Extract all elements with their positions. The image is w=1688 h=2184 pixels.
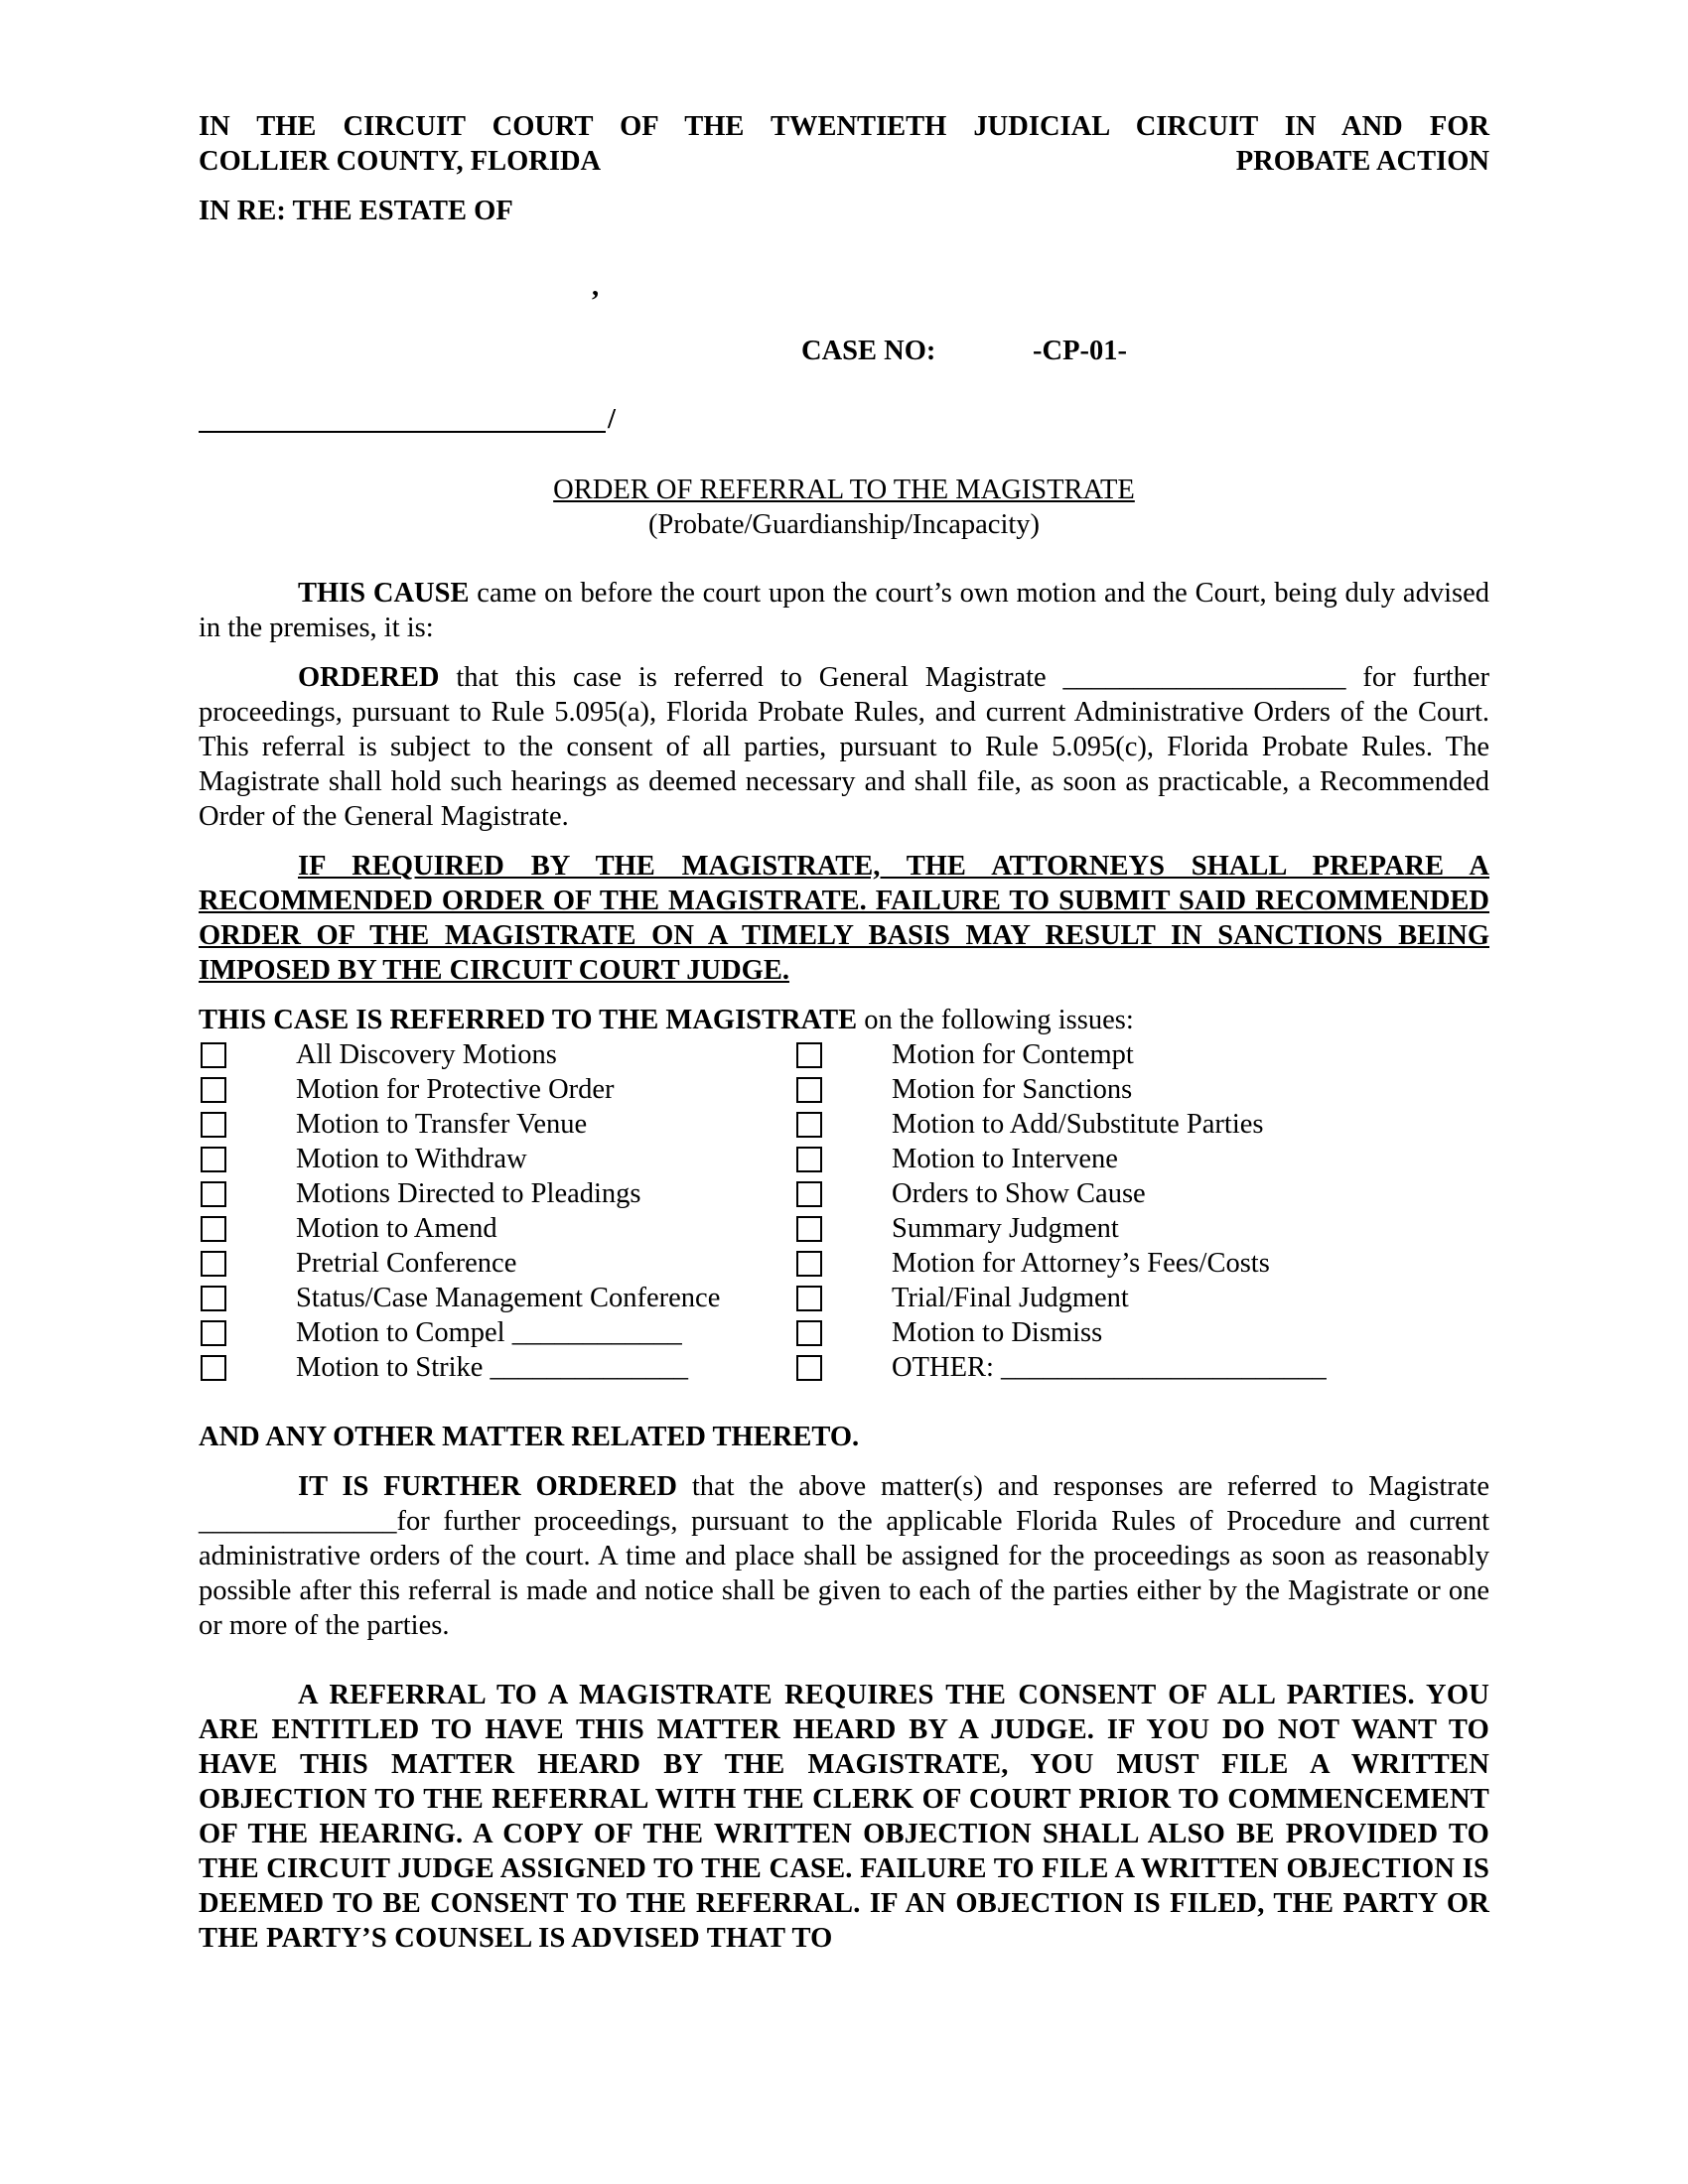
checklist-item[interactable] [794,1107,1390,1142]
checklist-label: Motion for Contempt [892,1039,1134,1070]
paragraph-ordered [199,660,1489,834]
checklist-item[interactable] [199,1107,794,1142]
checklist-item[interactable] [199,1176,794,1211]
checklist-item[interactable] [794,1142,1390,1176]
checkbox[interactable] [201,1320,226,1346]
checkbox[interactable] [201,1077,226,1103]
checklist-item[interactable] [794,1211,1390,1246]
checklist-label: Motion to Add/Substitute Parties [892,1109,1264,1140]
checklist-item[interactable] [199,1350,794,1385]
this-cause-text: came on before the court upon the court’s own motion and the Court, being duly advised in the premises, it is: [199,578,1489,643]
checkbox[interactable] [796,1077,822,1103]
issues-heading-tail: on the following issues: [857,1005,1134,1035]
checkbox[interactable] [201,1147,226,1172]
action-type: PROBATE ACTION [1235,146,1489,177]
checklist-label: Pretrial Conference [296,1248,517,1279]
checkbox[interactable] [201,1251,226,1277]
ordered-text-b: for further proceedings, pursuant to Rule 5.095(a), Florida Probate Rules, and current Administrative Orders of the Court. This referral is subject to the consent of all parties, pursuant to Rule 5.095(c), Florida Probate Rules. The Magistrate shall hold such hearings as deemed necessary and shall file, as soon as practicable, a Recommended Order of the General Magistrate. [199,662,1490,832]
checklist-item[interactable] [199,1142,794,1176]
checklist-label: Summary Judgment [892,1213,1119,1244]
checklist-item[interactable] [794,1281,1390,1315]
checkbox[interactable] [796,1286,822,1311]
checklist-item[interactable] [794,1176,1390,1211]
order-title [199,473,1489,542]
checklist-item[interactable] [199,1037,794,1072]
ordered-text-a: that this case is referred to General Magistrate [439,662,1063,693]
this-cause-lead: THIS CAUSE [298,578,470,609]
estate-name-comma: , [592,271,600,302]
checklist-label: Motions Directed to Pleadings [296,1178,641,1209]
issues-right-column [794,1037,1390,1385]
caption-line-2 [199,144,1489,179]
further-ordered-text: that the above matter(s) and responses are referred to Magistrate ______________for further proceedings, pursuant to the applicable Florida Rules of Procedure and current administrative orders of the court. A time and place shall be assigned for the proceedings as soon as reasonably possible after this referral is made and notice shall be given to each of the parties either by the Magistrate or one or more of the parties. [199,1471,1489,1641]
checkbox[interactable] [796,1320,822,1346]
caption-underline [199,431,606,433]
checklist-item[interactable] [199,1281,794,1315]
further-ordered-lead: IT IS FURTHER ORDERED [298,1471,677,1502]
checklist-label: Motion to Transfer Venue [296,1109,588,1140]
checkbox[interactable] [201,1042,226,1068]
caption-slash: / [608,404,616,435]
case-number-label: CASE NO: [801,336,936,366]
checkbox[interactable] [796,1355,822,1381]
checklist-label: Motion to Strike ______________ [296,1352,689,1383]
issues-heading-lead: THIS CASE IS REFERRED TO THE MAGISTRATE [199,1005,858,1035]
checklist-label: Motion to Compel ____________ [296,1317,682,1348]
checklist-item[interactable] [199,1315,794,1350]
checkbox[interactable] [796,1042,822,1068]
checkbox[interactable] [796,1112,822,1138]
checklist-label: Trial/Final Judgment [892,1283,1129,1313]
checklist-item[interactable] [794,1246,1390,1281]
checklist-label: Motion for Sanctions [892,1074,1133,1105]
case-number-row [199,334,1489,368]
ordered-lead: ORDERED [298,662,440,693]
checklist-label: Motion to Withdraw [296,1144,527,1174]
county-name: COLLIER COUNTY, FLORIDA [199,146,602,177]
checklist-label: Motion to Dismiss [892,1317,1103,1348]
paragraph-further-ordered [199,1469,1489,1643]
checkbox[interactable] [201,1112,226,1138]
order-title-sub: (Probate/Guardianship/Incapacity) [647,509,1041,540]
in-re-heading: IN RE: THE ESTATE OF [199,196,513,226]
checklist-item[interactable] [794,1072,1390,1107]
checklist-item[interactable] [794,1315,1390,1350]
checkbox[interactable] [796,1147,822,1172]
other-matter-line: AND ANY OTHER MATTER RELATED THERETO. [199,1422,860,1452]
issues-checklist [199,1037,1489,1385]
court-caption [199,109,1489,179]
checklist-label: Orders to Show Cause [892,1178,1146,1209]
magistrate-name-blank[interactable]: ____________________ [1062,662,1346,693]
checklist-label: All Discovery Motions [296,1039,557,1070]
checkbox[interactable] [201,1355,226,1381]
checklist-item[interactable] [199,1072,794,1107]
caption-line-1: IN THE CIRCUIT COURT OF THE TWENTIETH JUDICIAL CIRCUIT IN AND FOR [199,111,1489,142]
paragraph-this-cause [199,576,1489,645]
checklist-item[interactable] [794,1037,1390,1072]
case-number-suffix: -CP-01- [1033,336,1127,366]
caption-signature-line [199,402,1489,437]
checklist-label: OTHER: _______________________ [892,1352,1327,1383]
checkbox[interactable] [796,1251,822,1277]
checklist-label: Status/Case Management Conference [296,1283,721,1313]
checkbox[interactable] [201,1286,226,1311]
checkbox[interactable] [201,1216,226,1242]
issues-left-column [199,1037,794,1385]
issues-heading [199,1003,1489,1037]
checklist-label: Motion to Intervene [892,1144,1118,1174]
checklist-item[interactable] [199,1246,794,1281]
objection-notice: A REFERRAL TO A MAGISTRATE REQUIRES THE CONSENT OF ALL PARTIES. YOU ARE ENTITLED TO HAVE THIS MATTER HEARD BY A JUDGE. IF YOU DO NOT WANT TO HAVE THIS MATTER HEARD BY THE MAGISTRATE, YOU MUST FILE A WRITTEN OBJECTION TO THE REFERRAL WITH THE CLERK OF COURT PRIOR TO COMMENCEMENT OF THE HEARING. A COPY OF THE WRITTEN OBJECTION SHALL ALSO BE PROVIDED TO THE CIRCUIT JUDGE ASSIGNED TO THE CASE. FAILURE TO FILE A WRITTEN OBJECTION IS DEEMED TO BE CONSENT TO THE REFERRAL. IF AN OBJECTION IS FILED, THE PARTY OR THE PARTY’S COUNSEL IS ADVISED THAT TO [199,1680,1489,1954]
attorney-warning: IF REQUIRED BY THE MAGISTRATE, THE ATTORNEYS SHALL PREPARE A RECOMMENDED ORDER OF THE MAGISTRATE. FAILURE TO SUBMIT SAID RECOMMENDED ORDER OF THE MAGISTRATE ON A TIMELY BASIS MAY RESULT IN SANCTIONS BEING IMPOSED BY THE CIRCUIT COURT JUDGE. [199,851,1489,986]
checklist-item[interactable] [794,1350,1390,1385]
document-page [199,109,1489,1956]
checklist-label: Motion to Amend [296,1213,497,1244]
checklist-item[interactable] [199,1211,794,1246]
checklist-label: Motion for Attorney’s Fees/Costs [892,1248,1270,1279]
checklist-label: Motion for Protective Order [296,1074,615,1105]
order-title-main: ORDER OF REFERRAL TO THE MAGISTRATE [553,475,1135,505]
checkbox[interactable] [796,1216,822,1242]
checkbox[interactable] [201,1181,226,1207]
checkbox[interactable] [796,1181,822,1207]
